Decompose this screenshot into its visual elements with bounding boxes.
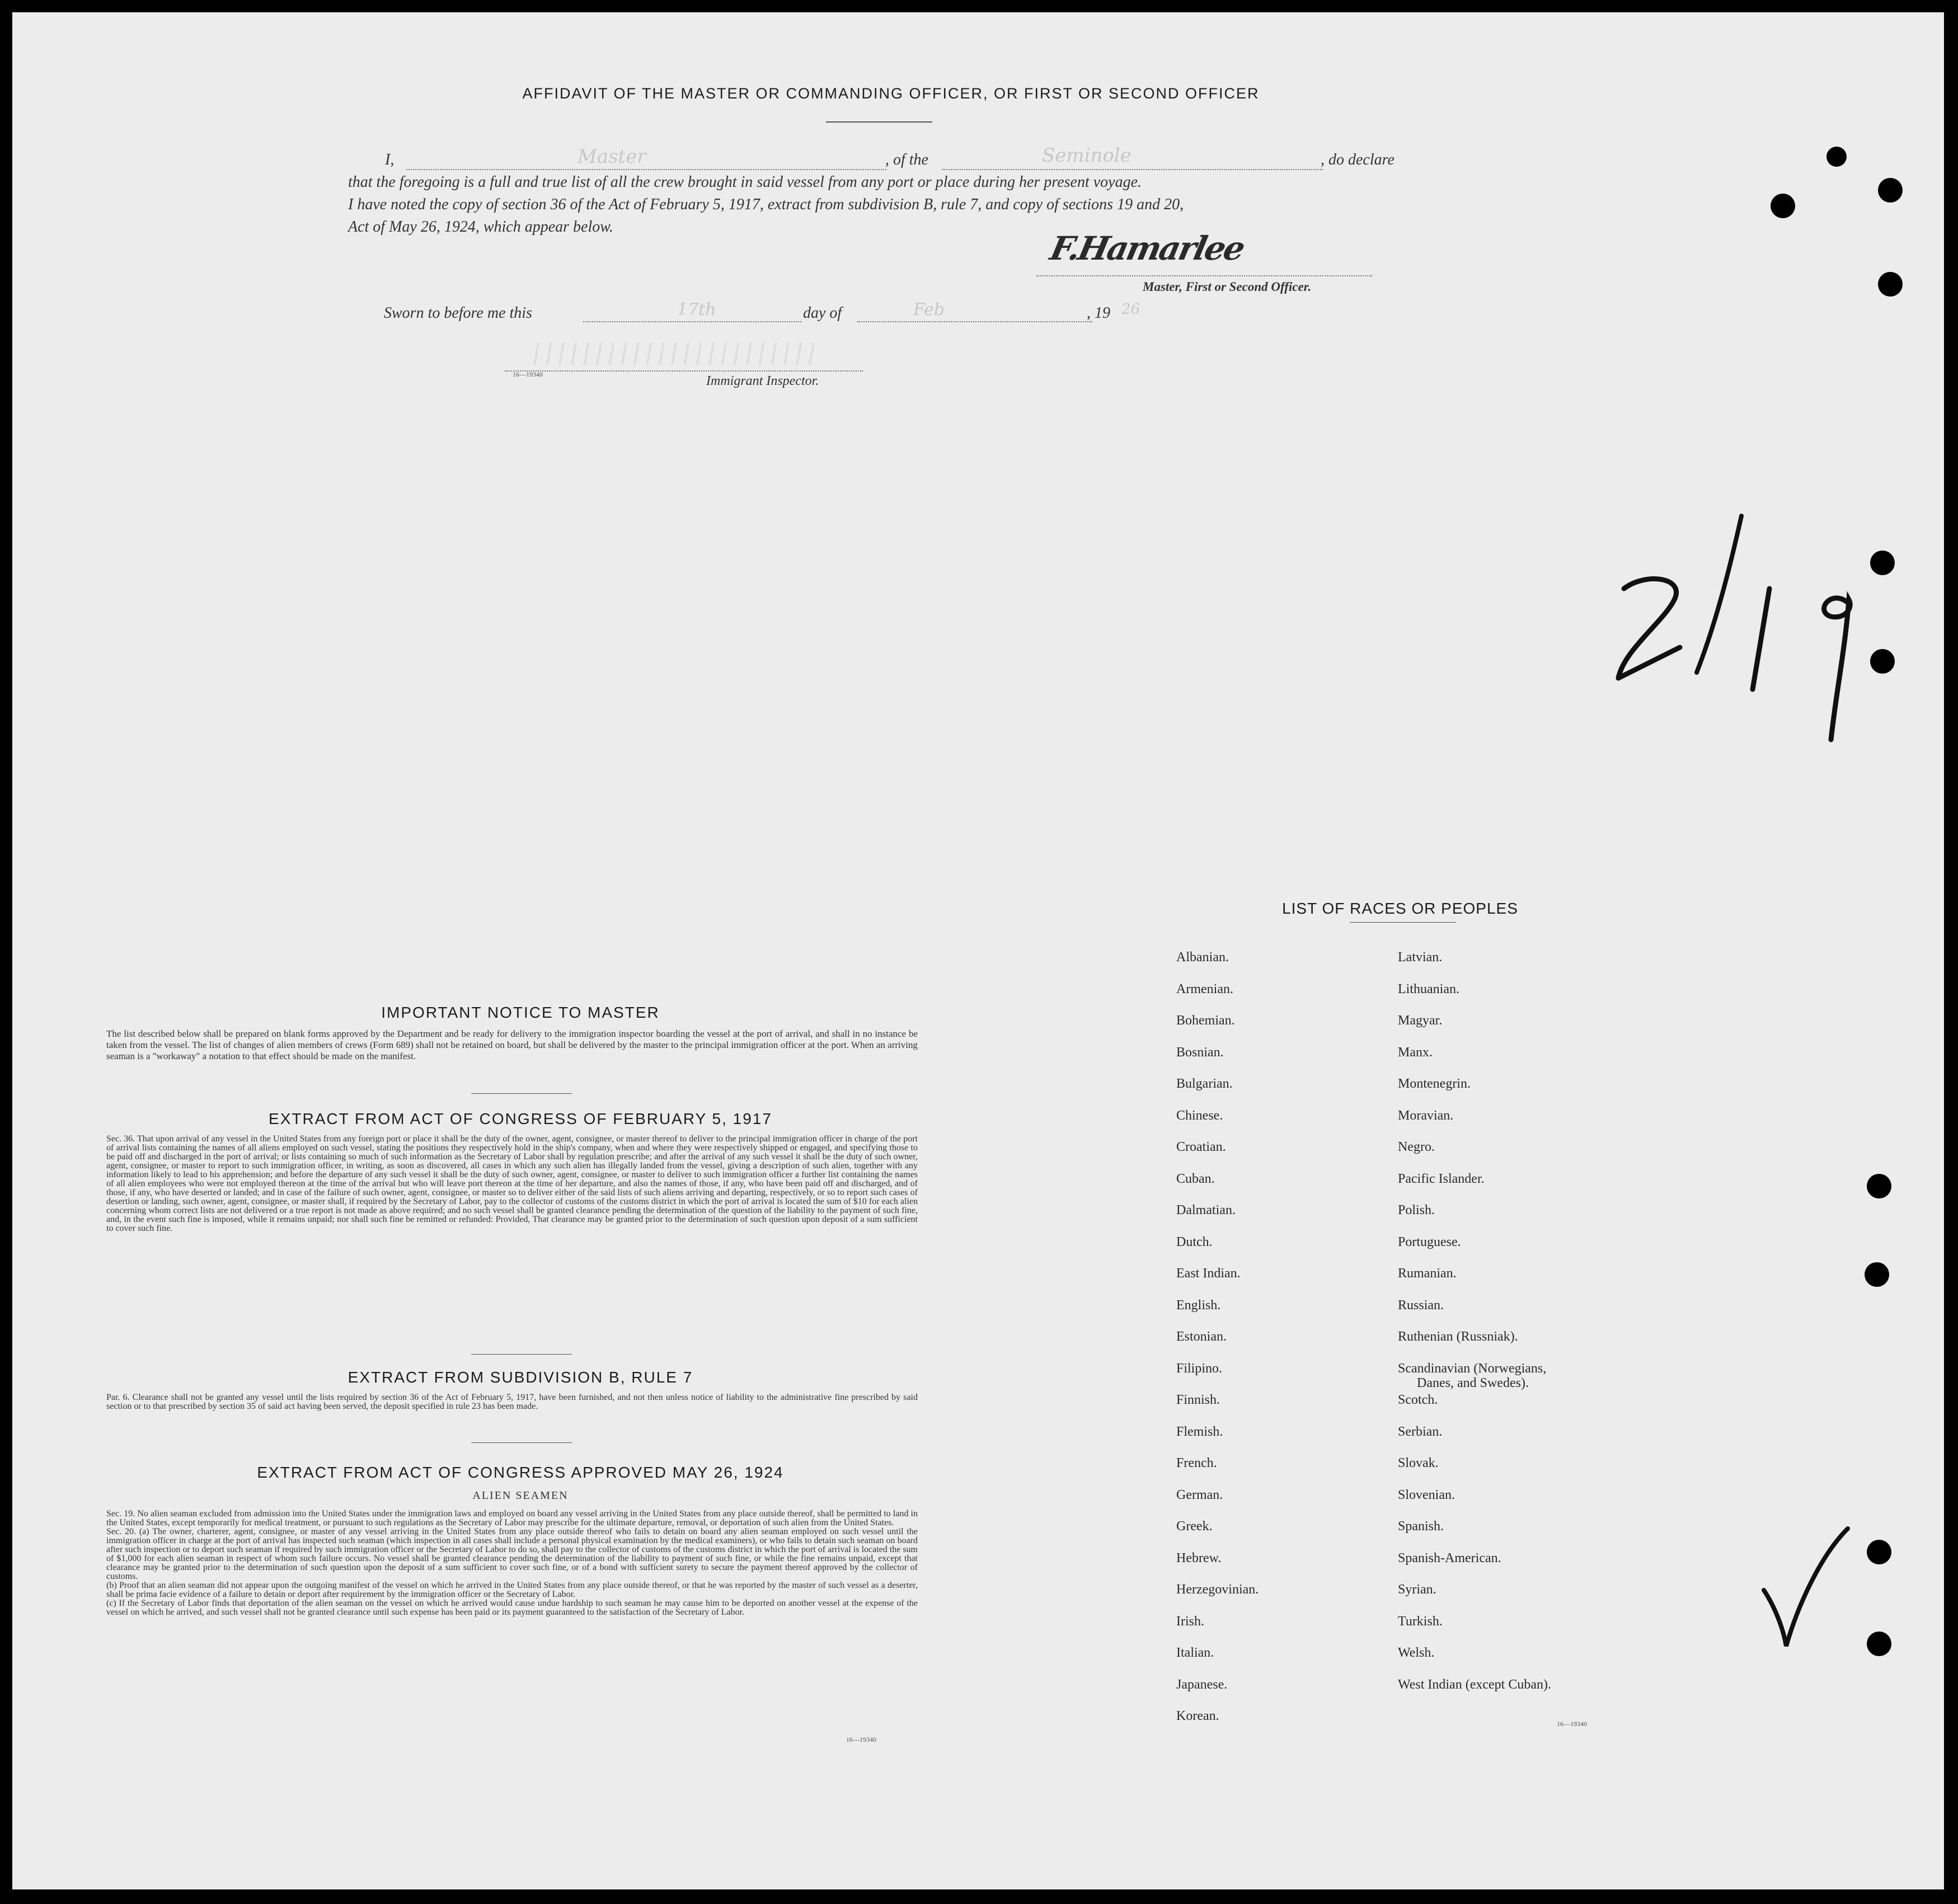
race-item: Japanese. <box>1176 1677 1228 1692</box>
race-item: Slovenian. <box>1398 1487 1455 1502</box>
race-item: Montenegrin. <box>1398 1076 1471 1091</box>
race-item: Portuguese. <box>1398 1234 1461 1249</box>
race-item: Croatian. <box>1176 1140 1226 1154</box>
race-item: Welsh. <box>1398 1646 1435 1660</box>
race-item: Greek. <box>1176 1519 1213 1534</box>
extract-1917-text: Sec. 36. That upon arrival of any vessel in the United States from any foreign port or place it shall be the duty of the owner, agent, consignee, or master thereof to deliver to the principal immigration officer in charge of the port of arrival lists containing the names of all aliens employed on such vessel, stating the positions they respectively hold in the ship's company, when and where they were respectively shipped or engaged, and specifying those to be paid off and discharged in the port of arrival; or lists containing so much of such information as the Secretary of Labor shall by regulation prescribe; and after the arrival of any such vessel it shall be the duty of such owner, agent, consignee, or master to report to such immigration officer, in writing, as soon as discovered, all cases in which any such alien has illegally landed from the vessel, giving a description of such alien, together with any information likely to lead to his apprehension; and before the departure of any such vessel it shall be the duty of such owner, agent, consignee, or master to deliver to such immigration officer a further list containing the names of all alien employees who were not employed thereon at the time of the arrival but who will leave port thereon at the time of her departure, and also the names of those, if any, who have been paid off and discharged, and of those, if any, who have deserted or landed; and in case of the failure of such owner, agent, consignee, or master so to deliver either of the said lists of such aliens arriving and departing, respectively, or so to report such cases of desertion or landing, such owner, agent, consignee, or master shall, if required by the Secretary of Labor, pay to the collector of customs of the customs district in which the port of arrival is located the sum of $10 for each alien concerning whom correct lists are not delivered or a true report is not made as above required; and no such vessel shall be granted clearance pending the determination of the question of the liability to the payment of such fine, and, in the event such fine is imposed, while it remains unpaid; nor shall such fine be remitted or refunded: Provided, That clearance may be granted prior to the determination of such question upon deposit of a sum sufficient to cover such fine. <box>106 1134 918 1233</box>
rule7-rule <box>471 1442 572 1443</box>
punch-hole <box>1867 1632 1891 1656</box>
extract-1924-body <box>106 1510 918 1617</box>
punch-hole <box>1867 1540 1891 1564</box>
race-item: Scandinavian (Norwegians, <box>1398 1361 1547 1376</box>
race-item: Irish. <box>1176 1614 1204 1629</box>
check-mark <box>1753 1523 1853 1668</box>
sec19-text: Sec. 19. No alien seaman excluded from admission into the United States under the immigration laws and employed on board any vessel arriving in the United States from any place outside thereof, shall be permitted to land in the United States, except temporarily for medical treatment, or pursuant to such regulations as the Secretary of Labor may prescribe for the ultimate departure, removal, or deportation of such alien from the United States. <box>106 1509 918 1527</box>
margin-note-2-19 <box>1590 505 1881 796</box>
day-of-label: day of <box>803 304 842 322</box>
races-form-number: 16—19340 <box>1557 1720 1587 1728</box>
sec20a-text: Sec. 20. (a) The owner, charterer, agent, consignee, or master of any vessel arriving in the United States from any place outside thereof who fails to detain on board any alien seaman employed on such vessel until the immigration officer in charge at the port of arrival has inspected such seaman (which inspection in all cases shall include a personal physical examination by the medical examiners), or who fails to detain such seaman on board after such inspection or to deport such seaman if required by such immigration officer or the Secretary of Labor to do so, shall pay to the collector of customs of the customs district in which the port of arrival is located the sum of $1,000 for each alien seaman in respect of whom such failure occurs. No vessel shall be granted clearance pending the determination of the liability to payment of such fine, or while the fine remains unpaid, except that clearance may be granted prior to the determination of such question upon the deposit of a sum sufficient to cover such fine, or of a bond with sufficient surety to secure the payment thereof approved by the collector of customs. <box>106 1527 918 1581</box>
rule7-text: Par. 6. Clearance shall not be granted any vessel until the lists required by section 36 of the Act of February 5, 1917, have been furnished, and not then unless notice of liability to the administrative fine prescribed by said section or to that prescribed by section 35 of said act having been served, the deposit specified in rule 23 has been made. <box>106 1393 918 1411</box>
race-item: Danes, and Swedes). <box>1417 1375 1529 1390</box>
rule7-title: EXTRACT FROM SUBDIVISION B, RULE 7 <box>348 1369 693 1386</box>
races-title-rule <box>1350 922 1456 923</box>
race-item: Estonian. <box>1176 1329 1227 1344</box>
race-item: Scotch. <box>1398 1393 1438 1407</box>
race-item: Bohemian. <box>1176 1013 1235 1028</box>
master-signature <box>1047 229 1247 267</box>
inspector-signature-faint <box>527 342 818 365</box>
race-item: West Indian (except Cuban). <box>1398 1677 1551 1692</box>
race-item: Syrian. <box>1398 1582 1436 1597</box>
punch-hole <box>1826 147 1847 167</box>
race-item: Cuban. <box>1176 1171 1215 1186</box>
alien-seamen-subtitle: ALIEN SEAMEN <box>472 1489 569 1502</box>
year-prefix: , 19 <box>1087 304 1110 322</box>
race-item: Polish. <box>1398 1203 1435 1217</box>
numeral-9-stroke <box>1824 598 1851 740</box>
race-item: Pacific Islander. <box>1398 1171 1485 1186</box>
affidavit-title: AFFIDAVIT OF THE MASTER OR COMMANDING OFFICER, OR FIRST OR SECOND OFFICER <box>522 85 1260 102</box>
month-field-line <box>857 321 1092 322</box>
race-item: East Indian. <box>1176 1266 1241 1281</box>
notice-text: The list described below shall be prepared on blank forms approved by the Department and be ready for delivery to the immigration inspector boarding the vessel at the port of arrival, and shall in no instance be taken from the vessel. The list of changes of alien members of crews (Form 689) shall not be retained on board, but shall be delivered by the master to the principal immigration officer at the port. When an arriving seaman is a "workaway" a notation to that effect should be made on the manifest. <box>106 1028 918 1061</box>
race-item: Dutch. <box>1176 1234 1213 1249</box>
race-item: Italian. <box>1176 1646 1214 1660</box>
punch-hole <box>1878 272 1903 297</box>
day-field-line <box>583 321 801 322</box>
extract-1917-rule <box>471 1354 572 1355</box>
inspector-line <box>505 370 863 372</box>
race-item: Bulgarian. <box>1176 1076 1233 1091</box>
race-item: Hebrew. <box>1176 1550 1222 1565</box>
of-the-label: , of the <box>885 151 928 168</box>
signature-caption: Master, First or Second Officer. <box>1143 280 1312 294</box>
notice-rule <box>471 1093 572 1094</box>
punch-hole <box>1878 178 1903 203</box>
race-item: Korean. <box>1176 1709 1219 1723</box>
affidavit-body-line2: I have noted the copy of section 36 of the Act of February 5, 1917, extract from subdivision B, rule 7, and copy of sections 19 and 20, <box>348 196 1184 213</box>
race-item: Dalmatian. <box>1176 1203 1236 1217</box>
do-declare-label: , do declare <box>1321 151 1394 168</box>
punch-hole <box>1865 1262 1889 1287</box>
signature-text: F.Hamarlee <box>1046 229 1247 267</box>
affidavit-title-rule <box>826 121 932 123</box>
title-field-line <box>406 169 886 170</box>
inspector-caption: Immigrant Inspector. <box>706 374 819 388</box>
races-title: LIST OF RACES OR PEOPLES <box>1282 900 1518 917</box>
notice-title: IMPORTANT NOTICE TO MASTER <box>381 1004 660 1021</box>
extract-1924-title: EXTRACT FROM ACT OF CONGRESS APPROVED MAY 26, 1924 <box>257 1464 784 1481</box>
race-item: Magyar. <box>1398 1013 1443 1028</box>
extract-1917-title: EXTRACT FROM ACT OF CONGRESS OF FEBRUARY 5, 1917 <box>269 1110 772 1127</box>
race-item: French. <box>1176 1456 1217 1470</box>
race-item: Negro. <box>1398 1140 1435 1154</box>
punch-hole <box>1771 194 1795 218</box>
numeral-1-stroke <box>1753 589 1769 689</box>
document-page <box>12 12 1944 1889</box>
handwritten-day: 17th <box>677 300 716 319</box>
affidavit-form-number: 16—19340 <box>513 370 543 378</box>
race-item: Filipino. <box>1176 1361 1223 1376</box>
sworn-label: Sworn to before me this <box>384 304 532 322</box>
punch-hole <box>1867 1174 1891 1198</box>
numeral-2-stroke <box>1618 579 1680 678</box>
affidavit-body-line1: that the foregoing is a full and true list of all the crew brought in said vessel from any port or place during her present voyage. <box>348 173 1142 191</box>
race-item: English. <box>1176 1297 1221 1313</box>
handwritten-title: Master <box>577 145 646 168</box>
race-item: Albanian. <box>1176 950 1229 965</box>
handwritten-vessel: Seminole <box>1042 144 1131 167</box>
sec20c-text: (c) If the Secretary of Labor finds that deportation of the alien seaman on the vessel on which he arrived would cause undue hardship to such seaman he may cause him to be deported on another vessel at the expense of the vessel on which he arrived, and such vessel shall not be granted clearance until such expense has been paid or its payment guaranteed to the satisfaction of the Secretary of Labor. <box>106 1599 918 1617</box>
race-item: Finnish. <box>1176 1393 1220 1407</box>
race-item: Slovak. <box>1398 1456 1439 1470</box>
race-item: Moravian. <box>1398 1108 1454 1123</box>
race-item: Armenian. <box>1176 981 1233 996</box>
race-item: Rumanian. <box>1398 1266 1457 1281</box>
punch-hole <box>1870 649 1895 674</box>
slash-stroke <box>1697 516 1741 673</box>
affidavit-body-line3: Act of May 26, 1924, which appear below. <box>348 218 613 236</box>
signature-line <box>1036 275 1372 276</box>
i-label: I, <box>385 151 395 168</box>
handwritten-month: Feb <box>913 300 945 319</box>
sec20b-text: (b) Proof that an alien seaman did not appear upon the outgoing manifest of the vessel on which he arrived in the United States from any place outside thereof, or that he was reported by the master of such vessel as a deserter, shall be prima facie evidence of a failure to detain or deport after requirement by the immigration officer or the Secretary of Labor. <box>106 1581 918 1599</box>
race-item: Lithuanian. <box>1398 981 1459 996</box>
race-item: Herzegovinian. <box>1176 1582 1259 1597</box>
race-item: Bosnian. <box>1176 1045 1224 1060</box>
race-item: Turkish. <box>1398 1614 1443 1629</box>
race-item: Russian. <box>1398 1297 1444 1313</box>
vessel-field-line <box>942 169 1323 170</box>
race-item: Ruthenian (Russniak). <box>1398 1329 1518 1344</box>
race-item: Chinese. <box>1176 1108 1223 1123</box>
punch-hole <box>1870 551 1895 575</box>
race-item: Serbian. <box>1398 1424 1443 1439</box>
race-item: German. <box>1176 1487 1223 1502</box>
race-item: Manx. <box>1398 1045 1433 1060</box>
race-item: Spanish-American. <box>1398 1550 1501 1565</box>
race-item: Spanish. <box>1398 1519 1444 1534</box>
handwritten-year: 26 <box>1121 301 1140 318</box>
extract-1924-form-number: 16—19340 <box>846 1736 876 1743</box>
race-item: Flemish. <box>1176 1424 1223 1439</box>
race-item: Latvian. <box>1398 950 1443 965</box>
